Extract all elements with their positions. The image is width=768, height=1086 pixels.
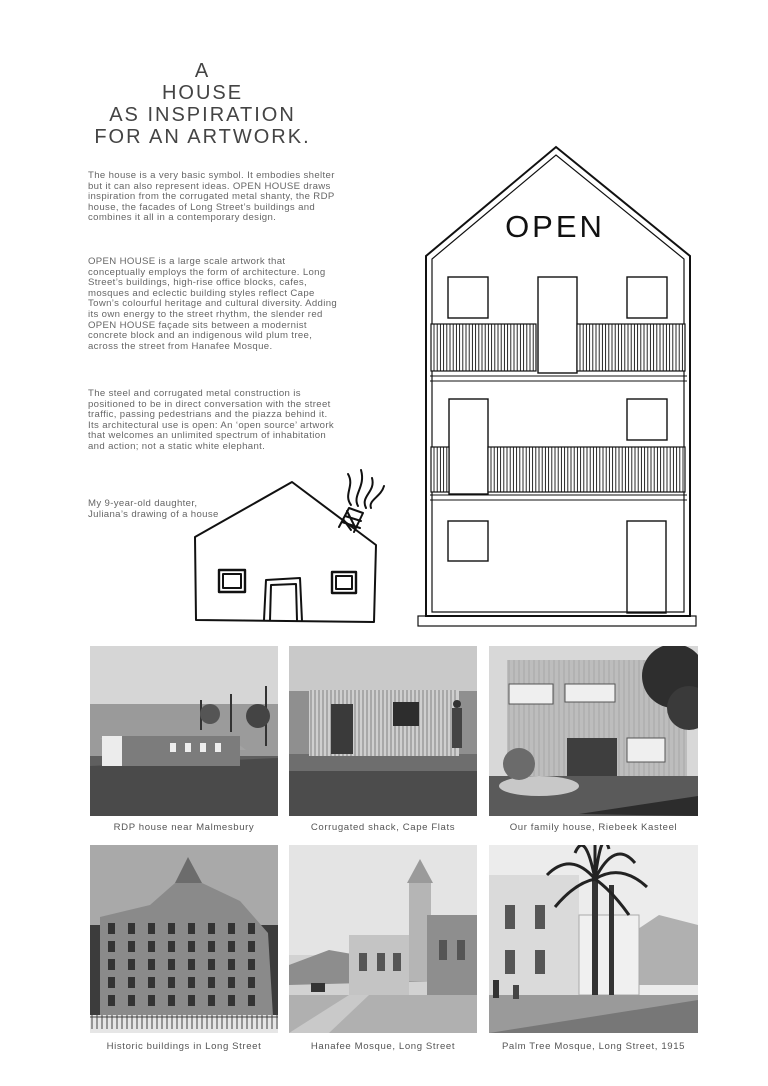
title-line-1: A xyxy=(194,60,211,82)
paragraph-artwork: OPEN HOUSE is a large scale artwork that conceptually employs the form of architecture. Long Street’s buildings, high-rise office blocks, cafes, mosques and eclectic building styles reflect Cape Town’s colourful heritage and cultural diversity. Adding its own energy to the street rhythm, the slender red OPEN HOUSE façade sits between a modernist concrete block and an indigenous wild plum tree, across the street from Hanafee Mosque. xyxy=(88,256,338,352)
caption-long-street-buildings: Historic buildings in Long Street xyxy=(106,1041,262,1052)
drawing-caption: My 9-year-old daughter, Juliana’s drawing of a house xyxy=(88,498,219,520)
caption-family-house: Our family house, Riebeek Kasteel xyxy=(509,822,678,833)
paragraph-construction: The steel and corrugated metal construction is positioned to be in direct conversation with the street traffic, passing pedestrians and the piazza behind it. Its architectural use is open: An ‘open source’ artwork that welcomes an unlimited spectrum of inhabitation and action; not a static white elephant. xyxy=(88,388,335,452)
photo-corrugated-shack xyxy=(289,646,477,816)
title-line-4: FOR AN ARTWORK. xyxy=(94,126,311,148)
caption-rdp-house: RDP house near Malmesbury xyxy=(113,822,255,833)
caption-palm-tree-mosque: Palm Tree Mosque, Long Street, 1915 xyxy=(501,1041,686,1052)
title-line-3: AS INSPIRATION xyxy=(109,104,296,126)
child-house-drawing xyxy=(195,470,384,622)
photo-rdp-house xyxy=(90,646,278,816)
photo-hanafee-mosque xyxy=(289,845,477,1033)
photo-palm-tree-mosque xyxy=(489,845,698,1033)
facade-sign: OPEN xyxy=(505,209,605,244)
title-line-2: HOUSE xyxy=(161,82,244,104)
photo-long-street-buildings xyxy=(90,845,278,1033)
facade-balcony-lower-right xyxy=(488,447,685,492)
caption-corrugated-shack: Corrugated shack, Cape Flats xyxy=(310,822,456,833)
photo-family-house xyxy=(489,646,698,816)
caption-hanafee-mosque: Hanafee Mosque, Long Street xyxy=(310,1041,456,1052)
paragraph-symbol: The house is a very basic symbol. It embodies shelter but it can also represent ideas. OPEN HOUSE draws inspiration from the corrugated metal shanty, the RDP house, the facades of Long Street’s buildings and combines it all in a contemporary design. xyxy=(88,170,335,224)
